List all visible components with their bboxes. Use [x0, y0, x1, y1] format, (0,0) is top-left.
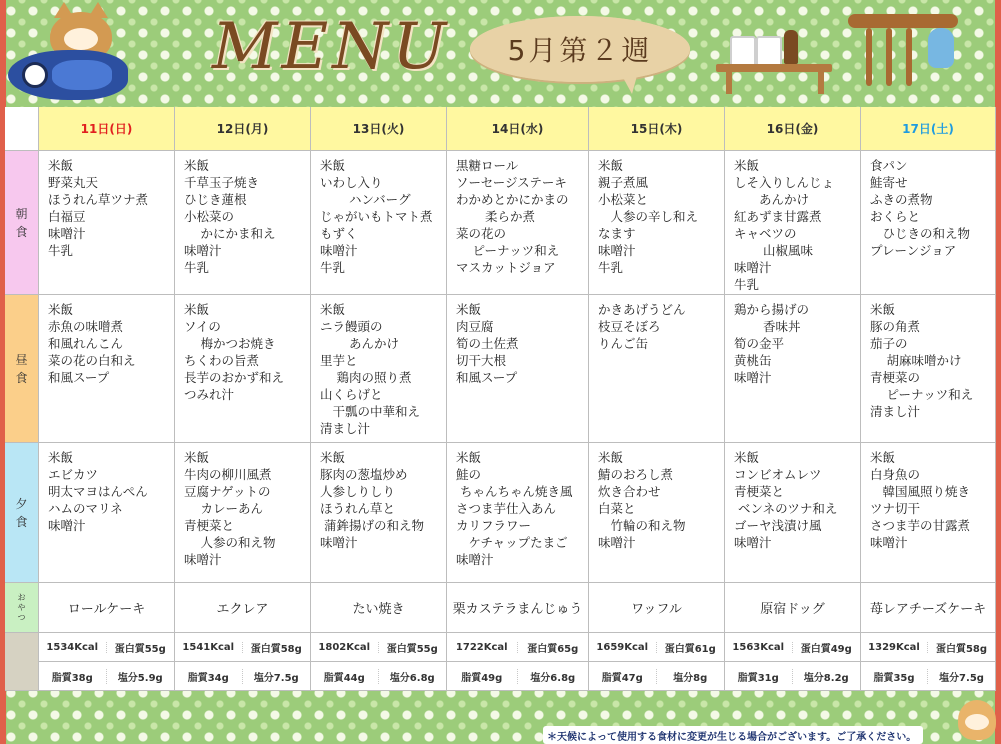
menu-item-line: 食パン [870, 158, 908, 173]
day-header-thu: 15日(木) [589, 107, 725, 151]
salt-value: 塩分7.5g [253, 672, 299, 684]
menu-item-line: じゃがいもトマト煮 [320, 209, 433, 224]
menu-item-line: マスカットジョア [456, 260, 556, 275]
dinner-cell [861, 443, 996, 583]
nutrition-cell [39, 662, 175, 691]
menu-item-line: ソーセージステーキ [456, 175, 567, 190]
menu-item-line: 黒糖ロール [456, 158, 519, 173]
menu-item-line: さつま芋の甘露煮 [870, 518, 971, 533]
menu-item-line: 米飯 [320, 450, 346, 465]
menu-item-line: 人参の和え物 [184, 535, 276, 550]
menu-item-line: あんかけ [734, 192, 810, 207]
menu-item-line: 米飯 [598, 450, 624, 465]
menu-item-line: ケチャップたまご [456, 535, 568, 550]
salt-value: 塩分6.8g [530, 672, 576, 684]
day-header-fri: 16日(金) [725, 107, 861, 151]
lunch-cell [175, 295, 311, 443]
menu-item-line: 米飯 [734, 450, 760, 465]
protein-value: 蛋白質58g [935, 643, 988, 655]
menu-header [0, 0, 1001, 107]
dinner-cell [589, 443, 725, 583]
menu-item-line: 柔らか煮 [456, 209, 535, 224]
nutrition-cell [861, 633, 996, 662]
menu-item-line: ソイの [184, 319, 221, 334]
nutrition-cell [589, 633, 725, 662]
spatula-icon [886, 28, 892, 86]
snack-label [5, 583, 39, 633]
menu-item-line: しそ入りしんじょ [734, 175, 835, 190]
menu-item-line: 千草玉子焼き [184, 175, 260, 190]
menu-item-line: 牛乳 [184, 260, 210, 275]
label-char: お [17, 592, 26, 602]
menu-item-line: ちくわの旨煮 [184, 353, 260, 368]
menu-item-line: 山くらげと [320, 387, 383, 402]
menu-table [5, 107, 996, 687]
shelf-leg [818, 72, 824, 94]
menu-item-line: 赤魚の味噌煮 [48, 319, 124, 334]
menu-item-line: 味噌汁 [320, 535, 358, 550]
menu-item-line: いわし入り [320, 175, 383, 190]
menu-item-line: 鯖のおろし煮 [598, 467, 674, 482]
day-header-tue: 13日(火) [311, 107, 447, 151]
shelf-leg [726, 72, 732, 94]
menu-item-line: 米飯 [456, 302, 482, 317]
lunch-cell [447, 295, 589, 443]
fat-value: 脂質47g [589, 669, 657, 684]
snack-cell: 原宿ドッグ [725, 583, 861, 633]
menu-item-line: 長芋のおかず和え [184, 370, 285, 385]
nutrition-cell [447, 662, 589, 691]
menu-item-line: ひじき蓮根 [184, 192, 247, 207]
menu-item-line: 干瓢の中華和え [320, 404, 421, 419]
dinner-label [5, 443, 39, 583]
day-header-mon: 12日(月) [175, 107, 311, 151]
menu-item-line: 筍の金平 [734, 336, 785, 351]
menu-item-line: 豚肉の葱塩炒め [320, 467, 408, 482]
day-header-wed: 14日(水) [447, 107, 589, 151]
salt-value: 塩分7.5g [939, 672, 984, 684]
menu-item-line: かきあげうどん [598, 302, 686, 317]
menu-item-line: 人参しりしり [320, 484, 396, 499]
menu-item-line: 味噌汁 [184, 243, 222, 258]
menu-item-line: ツナ切干 [870, 501, 921, 516]
menu-item-line: 黄桃缶 [734, 353, 772, 368]
salt-value: 塩分8.2g [803, 672, 849, 684]
menu-item-line: 梅かつお焼き [184, 336, 276, 351]
menu-item-line: 鮭寄せ [870, 175, 908, 190]
menu-item-line: 胡麻味噌かけ [870, 353, 962, 368]
menu-item-line: 蒲鉾揚げの和え物 [320, 518, 424, 533]
menu-item-line: 味噌汁 [870, 535, 908, 550]
cat-mascot-icon [958, 700, 996, 740]
menu-item-line: 米飯 [320, 302, 346, 317]
fat-value: 脂質44g [311, 669, 379, 684]
menu-item-line: 白福豆 [48, 209, 86, 224]
menu-item-line: 米飯 [48, 302, 74, 317]
menu-item-line: 味噌汁 [598, 243, 636, 258]
nutrition-cell [447, 633, 589, 662]
fat-value: 脂質31g [725, 669, 793, 684]
menu-item-line: ニラ饅頭の [320, 319, 383, 334]
label-char: 朝 [15, 206, 28, 221]
menu-item-line: ふきの煮物 [870, 192, 933, 207]
label-char: つ [17, 612, 26, 622]
menu-item-line: わかめとかにかまの [456, 192, 569, 207]
menu-item-line: 米飯 [456, 450, 482, 465]
menu-item-line: 野菜丸天 [48, 175, 99, 190]
kitchen-shelf-icon [716, 64, 832, 72]
menu-item-line: 味噌汁 [48, 226, 86, 241]
menu-item-line: 米飯 [734, 158, 760, 173]
menu-item-line: 味噌汁 [734, 260, 772, 275]
menu-item-line: ほうれん草と [320, 501, 396, 516]
label-char: 昼 [15, 352, 28, 367]
protein-value: 蛋白質55g [386, 643, 438, 655]
lunch-cell [725, 295, 861, 443]
protein-value: 蛋白質61g [664, 643, 716, 655]
nutrition-cell [725, 633, 861, 662]
menu-item-line: コンビオムレツ [734, 467, 822, 482]
menu-item-line: 茄子の [870, 336, 908, 351]
menu-item-line: 米飯 [598, 158, 624, 173]
menu-item-line: 人参の辛し和え [598, 209, 699, 224]
menu-item-line: エビカツ [48, 467, 99, 482]
menu-item-line: 味噌汁 [48, 518, 86, 533]
breakfast-cell [175, 151, 311, 295]
utensil-rack-icon [848, 14, 958, 28]
breakfast-cell [39, 151, 175, 295]
menu-item-line: 味噌汁 [734, 370, 772, 385]
label-char: 食 [15, 224, 28, 239]
menu-item-line: 鶏肉の照り煮 [320, 370, 412, 385]
menu-item-line: かにかま和え [184, 226, 276, 241]
menu-item-line: カレーあん [184, 501, 263, 516]
menu-item-line: さつま芋仕入あん [456, 501, 557, 516]
fat-value: 脂質35g [861, 669, 928, 684]
menu-item-line: プレーンジョア [870, 243, 957, 258]
menu-item-line: おくらと [870, 209, 921, 224]
menu-item-line: 米飯 [48, 450, 74, 465]
nutrition-cell [311, 662, 447, 691]
menu-item-line: ピーナッツ和え [456, 243, 560, 258]
menu-item-line: 肉豆腐 [456, 319, 494, 334]
menu-item-line: 和風れんこん [48, 336, 124, 351]
dinner-cell [311, 443, 447, 583]
menu-item-line: 鮭の [456, 467, 482, 482]
menu-item-line: 米飯 [48, 158, 74, 173]
salt-value: 塩分8g [673, 672, 708, 684]
salt-value: 塩分5.9g [117, 672, 163, 684]
dinner-cell [725, 443, 861, 583]
fat-value: 脂質38g [39, 669, 107, 684]
menu-item-line: 米飯 [184, 158, 210, 173]
menu-item-line: 明太マヨはんぺん [48, 484, 148, 499]
menu-item-line: 菜の花の [456, 226, 507, 241]
breakfast-cell [725, 151, 861, 295]
menu-item-line: 炊き合わせ [598, 484, 661, 499]
menu-item-line: ゴーヤ浅漬け風 [734, 518, 822, 533]
menu-item-line: 米飯 [870, 302, 896, 317]
day-header-sat: 17日(土) [861, 107, 996, 151]
menu-item-line: 里芋と [320, 353, 358, 368]
nutrition-cell [39, 633, 175, 662]
breakfast-label [5, 151, 39, 295]
menu-item-line: りんご缶 [598, 336, 649, 351]
menu-item-line: 山椒風味 [734, 243, 813, 258]
kcal-value: 1659Kcal [589, 642, 657, 653]
menu-item-line: 牛乳 [320, 260, 346, 275]
menu-item-line: ひじきの和え物 [870, 226, 971, 241]
menu-item-line: ハムのマリネ [48, 501, 123, 516]
fat-value: 脂質49g [447, 669, 518, 684]
dinner-cell [39, 443, 175, 583]
kcal-value: 1802Kcal [311, 642, 379, 653]
snack-cell: たい焼き [311, 583, 447, 633]
menu-item-line: 切干大根 [456, 353, 507, 368]
menu-item-line: 豚の角煮 [870, 319, 921, 334]
protein-value: 蛋白質49g [800, 643, 852, 655]
menu-item-line: なます [598, 226, 636, 241]
snack-cell: ロールケーキ [39, 583, 175, 633]
menu-item-line: もずく [320, 226, 358, 241]
menu-item-line: 清まし汁 [320, 421, 371, 436]
table-corner [5, 107, 39, 151]
salt-value: 塩分6.8g [389, 672, 435, 684]
footer-note: ＊天候によって使用する食材に変更が生じる場合がございます。ご了承ください。 [543, 726, 923, 744]
menu-item-line: 牛乳 [48, 243, 74, 258]
nutrition-cell [861, 662, 996, 691]
breakfast-cell [861, 151, 996, 295]
lunch-cell [39, 295, 175, 443]
snack-cell: エクレア [175, 583, 311, 633]
nutrition-cell [725, 662, 861, 691]
menu-item-line: 豆腐ナゲットの [184, 484, 271, 499]
menu-item-line: ピーナッツ和え [870, 387, 974, 402]
label-char: 食 [15, 514, 28, 529]
menu-item-line: 米飯 [320, 158, 346, 173]
day-header-sun: 11日(日) [39, 107, 175, 151]
menu-item-line: 味噌汁 [320, 243, 358, 258]
menu-item-line: 韓国風照り焼き [870, 484, 971, 499]
menu-item-line: 白身魚の [870, 467, 921, 482]
menu-item-line: 味噌汁 [734, 535, 772, 550]
kcal-value: 1563Kcal [725, 642, 793, 653]
menu-item-line: 枝豆そぼろ [598, 319, 661, 334]
menu-item-line: ハンバーグ [320, 192, 411, 207]
oven-mitten-icon [928, 28, 954, 68]
menu-item-line: 白菜と [598, 501, 636, 516]
breakfast-cell [589, 151, 725, 295]
koinobori-carp-icon [8, 50, 128, 100]
nutrition-cell [311, 633, 447, 662]
menu-item-line: 筍の土佐煮 [456, 336, 519, 351]
nutrition-cell [589, 662, 725, 691]
dinner-cell [447, 443, 589, 583]
menu-item-line: あんかけ [320, 336, 399, 351]
menu-item-line: 青梗菜と [184, 518, 235, 533]
nutrition-cell [175, 662, 311, 691]
menu-item-line: 味噌汁 [184, 552, 222, 567]
snack-cell: ワッフル [589, 583, 725, 633]
menu-item-line: ほうれん草ツナ煮 [48, 192, 149, 207]
menu-item-line: 牛乳 [734, 277, 760, 292]
menu-item-line: 米飯 [870, 450, 896, 465]
lunch-cell [311, 295, 447, 443]
snack-cell: 苺レアチーズケーキ [861, 583, 996, 633]
menu-item-line: 牛乳 [598, 260, 624, 275]
menu-item-line: 香味丼 [734, 319, 801, 334]
menu-item-line: 和風スープ [456, 370, 518, 385]
label-char: 夕 [15, 496, 28, 511]
menu-item-line: 牛肉の柳川風煮 [184, 467, 272, 482]
page-title: MENU [212, 10, 451, 84]
protein-value: 蛋白質58g [250, 643, 302, 655]
kcal-value: 1722Kcal [447, 642, 518, 653]
pepper-mill-icon [784, 30, 798, 64]
menu-item-line: 和風スープ [48, 370, 110, 385]
protein-value: 蛋白質65g [527, 643, 579, 655]
week-badge: 5月第２週 [470, 16, 690, 82]
menu-item-line: 清まし汁 [870, 404, 921, 419]
menu-item-line: カリフラワー [456, 518, 532, 533]
fork-icon [906, 28, 912, 86]
label-char: 食 [15, 370, 28, 385]
menu-item-line: キャベツの [734, 226, 797, 241]
menu-item-line: ベンネのツナ和え [734, 501, 838, 516]
protein-value: 蛋白質55g [114, 643, 166, 655]
kcal-value: 1541Kcal [175, 642, 243, 653]
menu-item-line: 米飯 [184, 302, 210, 317]
menu-item-line: 紅あずま甘露煮 [734, 209, 822, 224]
menu-item-line: つみれ汁 [184, 387, 235, 402]
menu-item-line: 鶏から揚げの [734, 302, 810, 317]
label-char: や [17, 602, 26, 612]
menu-item-line: 竹輪の和え物 [598, 518, 686, 533]
menu-item-line: 青梗菜と [734, 484, 785, 499]
nutrition-label [5, 633, 39, 691]
breakfast-cell [311, 151, 447, 295]
kcal-value: 1534Kcal [39, 642, 107, 653]
menu-item-line: 小松菜の [184, 209, 235, 224]
dinner-cell [175, 443, 311, 583]
menu-item-line: 味噌汁 [456, 552, 494, 567]
snack-cell: 栗カステラまんじゅう [447, 583, 589, 633]
fat-value: 脂質34g [175, 669, 243, 684]
menu-item-line: 味噌汁 [598, 535, 636, 550]
lunch-label [5, 295, 39, 443]
kcal-value: 1329Kcal [861, 642, 928, 653]
menu-item-line: 親子煮風 [598, 175, 649, 190]
menu-item-line: 菜の花の白和え [48, 353, 136, 368]
menu-item-line: 青梗菜の [870, 370, 921, 385]
lunch-cell [861, 295, 996, 443]
lunch-cell [589, 295, 725, 443]
nutrition-cell [175, 633, 311, 662]
breakfast-cell [447, 151, 589, 295]
menu-item-line: ちゃんちゃん焼き風 [456, 484, 573, 499]
menu-item-line: 米飯 [184, 450, 210, 465]
menu-item-line: 小松菜と [598, 192, 649, 207]
ladle-icon [866, 28, 872, 86]
